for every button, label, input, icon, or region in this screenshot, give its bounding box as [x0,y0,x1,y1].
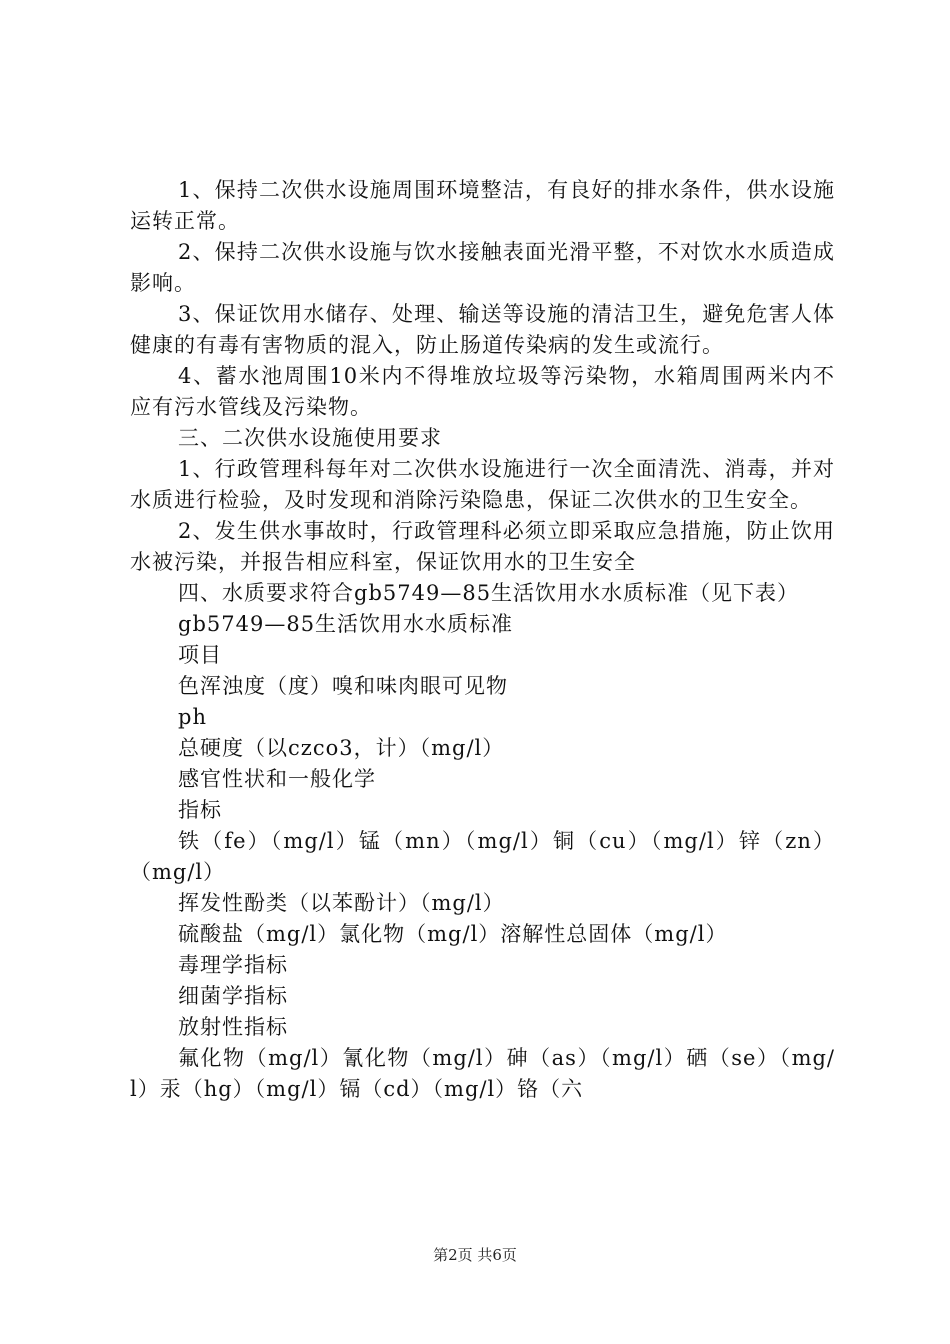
paragraph-4: 4、蓄水池周围10米内不得堆放垃圾等污染物，水箱周围两米内不应有污水管线及污染物。 [130,364,835,419]
document-body [130,175,835,1105]
section-heading-3: 三、二次供水设施使用要求 [178,426,442,450]
paragraph-3: 3、保证饮用水储存、处理、输送等设施的清洁卫生，避免危害人体健康的有毒有害物质的混入，防止肠道传染病的发生或流行。 [130,302,835,357]
table-line-color: 色浑浊度（度）嗅和味肉眼可见物 [178,674,508,698]
table-line-indicator: 指标 [178,798,222,822]
paragraph-1: 1、保持二次供水设施周围环境整洁，有良好的排水条件，供水设施运转正常。 [130,178,835,233]
paragraph-2: 2、保持二次供水设施与饮水接触表面光滑平整，不对饮水水质造成影响。 [130,240,835,295]
paragraph-5: 1、行政管理科每年对二次供水设施进行一次全面清洗、消毒，并对水质进行检验，及时发现和消除污染隐患，保证二次供水的卫生安全。 [130,457,835,512]
table-line-bacteriology: 细菌学指标 [178,984,288,1008]
table-line-phenols: 挥发性酚类（以苯酚计）（mg/l） [178,891,505,915]
table-title: gb5749—85生活饮用水水质标准 [178,612,514,636]
table-line-metals: 铁（fe）（mg/l）锰（mn）（mg/l）铜（cu）（mg/l）锌（zn）（mg/l） [130,829,835,884]
table-line-toxicology: 毒理学指标 [178,953,288,977]
section-heading-4: 四、水质要求符合gb5749—85生活饮用水水质标准（见下表） [178,581,800,605]
table-line-ph: ph [178,705,207,729]
table-line-fluoride: 氟化物（mg/l）氰化物（mg/l）砷（as）（mg/l）硒（se）（mg/l）汞（hg）（mg/l）镉（cd）（mg/l）铬（六 [130,1046,835,1101]
page-footer: 第2页 共6页 [433,1246,517,1264]
table-line-sulfate: 硫酸盐（mg/l）氯化物（mg/l）溶解性总固体（mg/l） [178,922,728,946]
table-line-item: 项目 [178,643,222,667]
table-line-hardness: 总硬度（以czco3，计）（mg/l） [178,736,505,760]
table-line-radioactivity: 放射性指标 [178,1015,288,1039]
paragraph-6: 2、发生供水事故时，行政管理科必须立即采取应急措施，防止饮用水被污染，并报告相应科室，保证饮用水的卫生安全 [130,519,835,574]
table-line-sensory: 感官性状和一般化学 [178,767,376,791]
